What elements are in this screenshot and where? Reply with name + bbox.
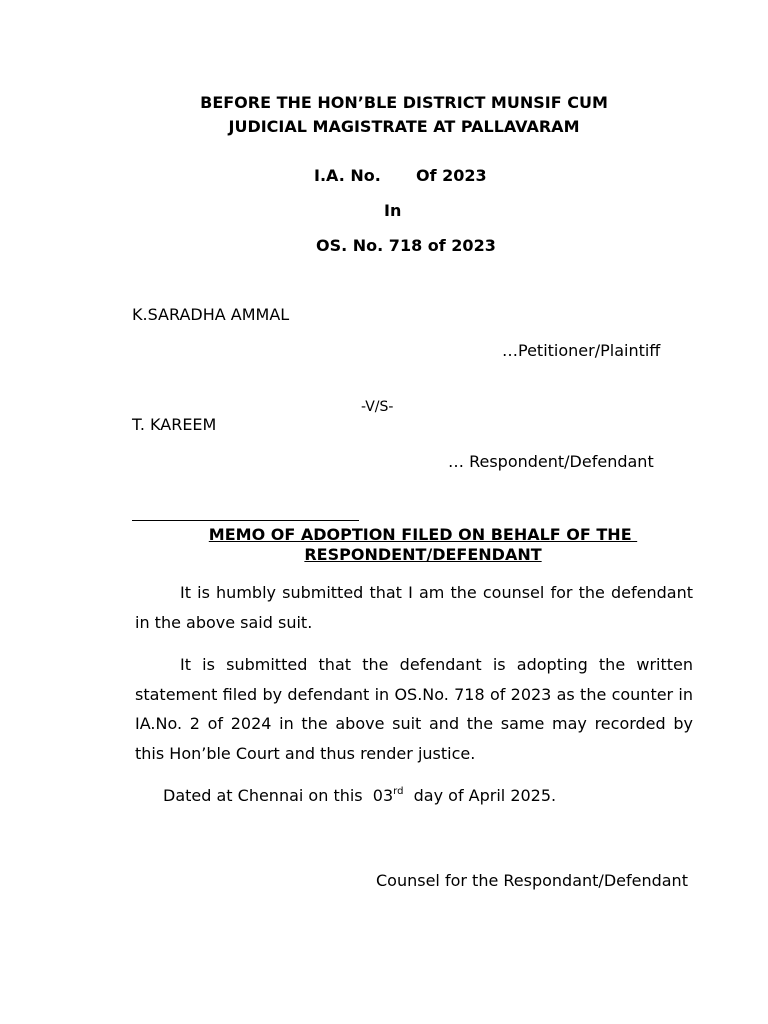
ia-year: Of 2023 [416,166,487,185]
memo-paragraph-1: It is humbly submitted that I am the counsel for the defendant in the above said suit. [135,583,693,632]
dated-ordinal-suffix: rd [393,786,404,797]
ia-label: I.A. No. [314,166,381,185]
memo-title-line-1: MEMO OF ADOPTION FILED ON BEHALF OF THE [208,525,638,544]
respondent-name: T. KAREEM [132,415,217,434]
memo-title-line-2: RESPONDENT/DEFENDANT [304,545,542,564]
respondent-role: … Respondent/Defendant [448,452,654,471]
counsel-signature-label: Counsel for the Respondant/Defendant [376,871,688,890]
dated-line [163,786,556,805]
court-line-2: JUDICIAL MAGISTRATE AT PALLAVARAM [228,117,580,136]
petitioner-role: …Petitioner/Plaintiff [502,341,661,360]
petitioner-name: K.SARADHA AMMAL [132,305,290,324]
divider-line [132,520,359,521]
versus-label: -V/S- [361,399,394,415]
memo-paragraph-2: It is submitted that the defendant is adopting the written statement filed by defendant in OS.No. 718 of 2023 as the counter in IA.No. 2 of 2024 in the above suit and the same may recorded by this Hon’ble Court and thus render justice. [135,655,693,763]
in-label: In [384,201,402,220]
dated-rest: day of April 2025. [403,786,557,805]
court-line-1: BEFORE THE HON’BLE DISTRICT MUNSIF CUM [200,93,608,112]
os-number: OS. No. 718 of 2023 [316,236,496,255]
dated-prefix: Dated at Chennai on this 03 [163,786,394,805]
